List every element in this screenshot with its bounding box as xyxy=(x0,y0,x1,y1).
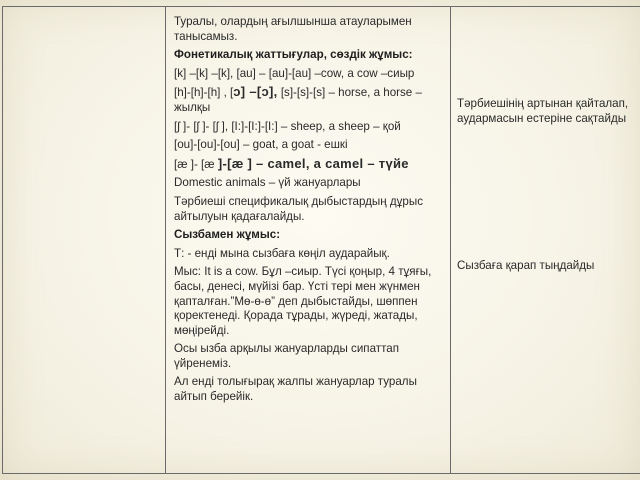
horse-line-start: [h]-[h]-[h] , [ xyxy=(174,86,234,100)
repeat-note: Тәрбиешінің артынан қайталап, аудармасын естеріне сақтайды xyxy=(457,97,629,125)
horse-line xyxy=(174,85,444,115)
teacher-check-line: Тәрбиеші спецификалық дыбыстардың дұрыс айтылуын қадағалайды. xyxy=(174,194,423,223)
teacher-activity-cell xyxy=(166,7,451,474)
camel-line-start: [æ ]- [æ xyxy=(174,157,218,171)
horse-line-vowel: ɔ] –[ɔ], xyxy=(233,84,278,100)
listen-note: Сызбаға қарап тыңдайды xyxy=(457,259,595,272)
domestic-line: Domestic animals – үй жануарлары xyxy=(174,176,361,190)
lesson-table xyxy=(2,6,640,474)
diagram-heading: Сызбамен жұмыс: xyxy=(174,228,281,242)
example-paragraph: Мыс: It is a cow. Бұл –сиыр. Түсі қоңыр, 4 тұяғы, басы, денесі, мүйізі бар. Үсті тері мен жүнмен қапталған.”Мө-ө-ө” деп дыбыстайды, шөппен қоректенеді. Қорада тұрады, жүреді, жатады, мөңірейді. xyxy=(174,265,432,337)
final-line: Ал енді толығырақ жалпы жануарлар туралы айтып берейік. xyxy=(174,375,417,404)
goat-line: [ou]-[ou]-[ou] – goat, a goat - ешкі xyxy=(174,138,348,152)
student-activity-cell xyxy=(451,7,640,474)
phonetic-heading: Фонетикалық жаттығулар, сөздік жұмыс: xyxy=(174,48,413,62)
camel-line xyxy=(174,157,444,173)
teacher-prompt: Т: - енді мына сызбаға көңіл аударайық. xyxy=(174,246,390,260)
horse-line-end: [s]-[s]-[s] – horse, a horse – жылқы xyxy=(174,86,422,114)
intro-text: Туралы, олардың ағылшынша атауларымен танысамыз. xyxy=(174,15,412,43)
cow-line: [k] –[k] –[k], [au] – [au]-[au] –cow, a cow –сиыр xyxy=(174,66,415,80)
learn-line: Осы ызба арқылы жануарларды сипаттап үйренеміз. xyxy=(174,342,399,370)
sheep-line: [ʃ ]- [ʃ ]- [ʃ ], [I:]-[I:]-[I:] – sheep, a sheep – қой xyxy=(174,119,401,133)
camel-line-rest: ]-[æ ] – camel, a camel – түйе xyxy=(217,155,409,171)
empty-left-cell xyxy=(3,7,166,474)
